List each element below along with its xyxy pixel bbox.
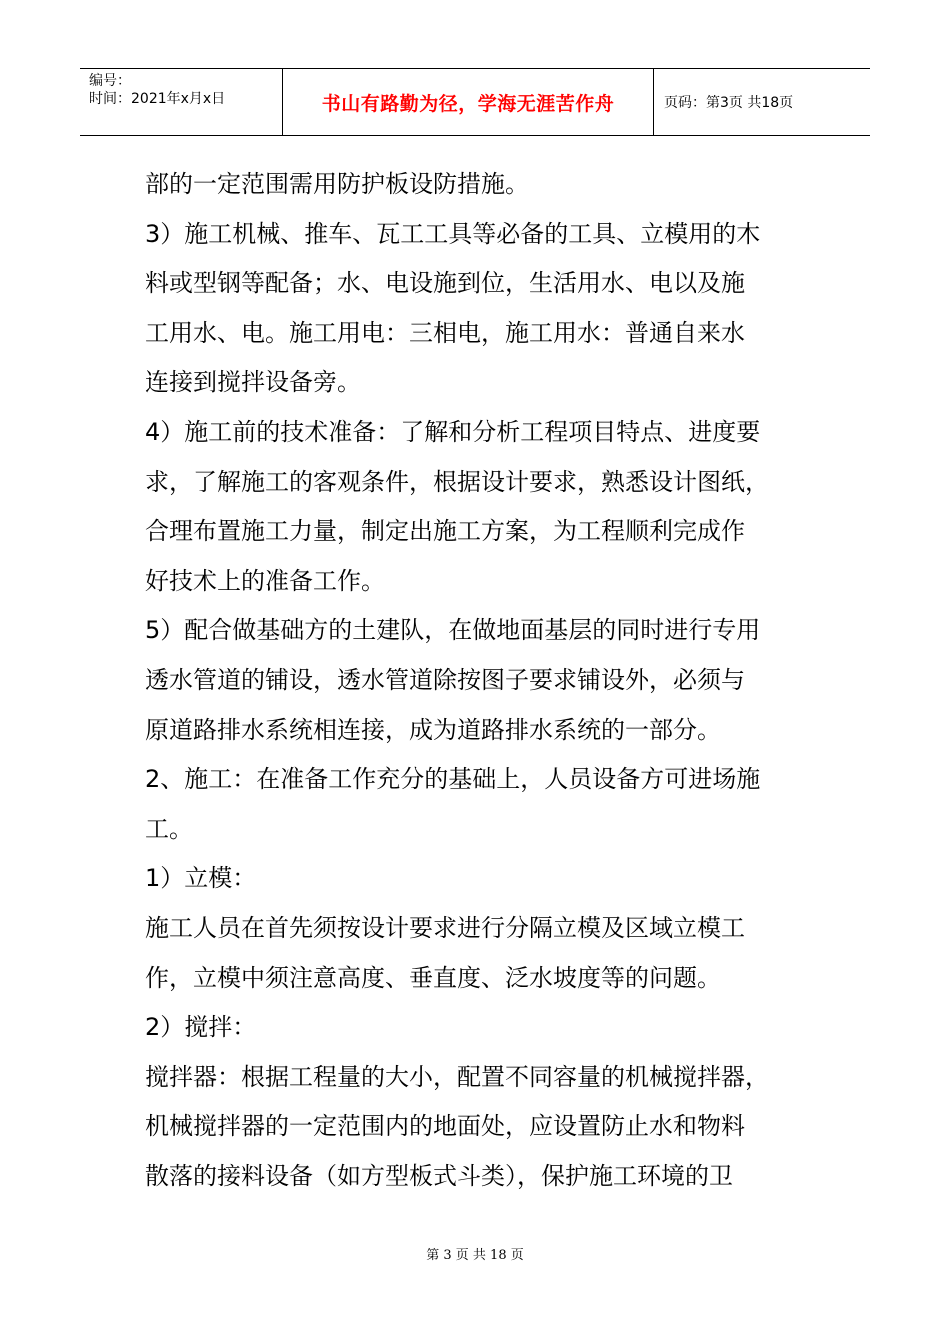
body-line: 料或型钢等配备；水、电设施到位，生活用水、电以及施 [145,269,745,298]
body-line: 机械搅拌器的一定范围内的地面处，应设置防止水和物料 [145,1112,745,1141]
body-line: 搅拌器：根据工程量的大小，配置不同容量的机械搅拌器， [145,1062,769,1091]
body-line: 2、施工：在准备工作充分的基础上，人员设备方可进场施 [145,765,761,794]
header-meta-cell [80,69,283,135]
page-header [80,68,870,136]
body-line: 散落的接料设备（如方型板式斗类），保护施工环境的卫 [145,1161,733,1190]
body-line: 连接到搅拌设备旁。 [145,368,361,397]
body-line: 透水管道的铺设，透水管道除按图子要求铺设外，必须与 [145,665,745,694]
document-body [145,160,815,1201]
page-footer: 第 3 页 共 18 页 [426,1248,524,1263]
body-line: 合理布置施工力量，制定出施工方案，为工程顺利完成作 [145,517,745,546]
body-line: 好技术上的准备工作。 [145,566,385,595]
body-line: 3）施工机械、推车、瓦工工具等必备的工具、立模用的木 [145,219,761,248]
header-page-info: 页码：第3页 共18页 [664,95,794,111]
header-motto: 书山有路勤为径，学海无涯苦作舟 [283,69,654,135]
body-line: 工。 [145,814,193,843]
body-line: 2）搅拌： [145,1013,257,1042]
serial-number-label: 编号： [89,73,131,89]
body-line: 1）立模： [145,864,257,893]
date-label: 时间：2021年x月x日 [89,91,226,107]
body-line: 部的一定范围需用防护板设防措施。 [145,170,529,198]
body-line: 原道路排水系统相连接，成为道路排水系统的一部分。 [145,715,721,744]
body-line: 作，立模中须注意高度、垂直度、泛水坡度等的问题。 [145,963,721,992]
body-line: 5）配合做基础方的土建队，在做地面基层的同时进行专用 [145,616,761,645]
body-line: 求，了解施工的客观条件，根据设计要求，熟悉设计图纸， [145,467,769,496]
body-line: 工用水、电。施工用电：三相电，施工用水：普通自来水 [145,318,745,347]
body-line: 4）施工前的技术准备：了解和分析工程项目特点、进度要 [145,417,761,446]
body-line: 施工人员在首先须按设计要求进行分隔立模及区域立模工 [145,913,745,942]
